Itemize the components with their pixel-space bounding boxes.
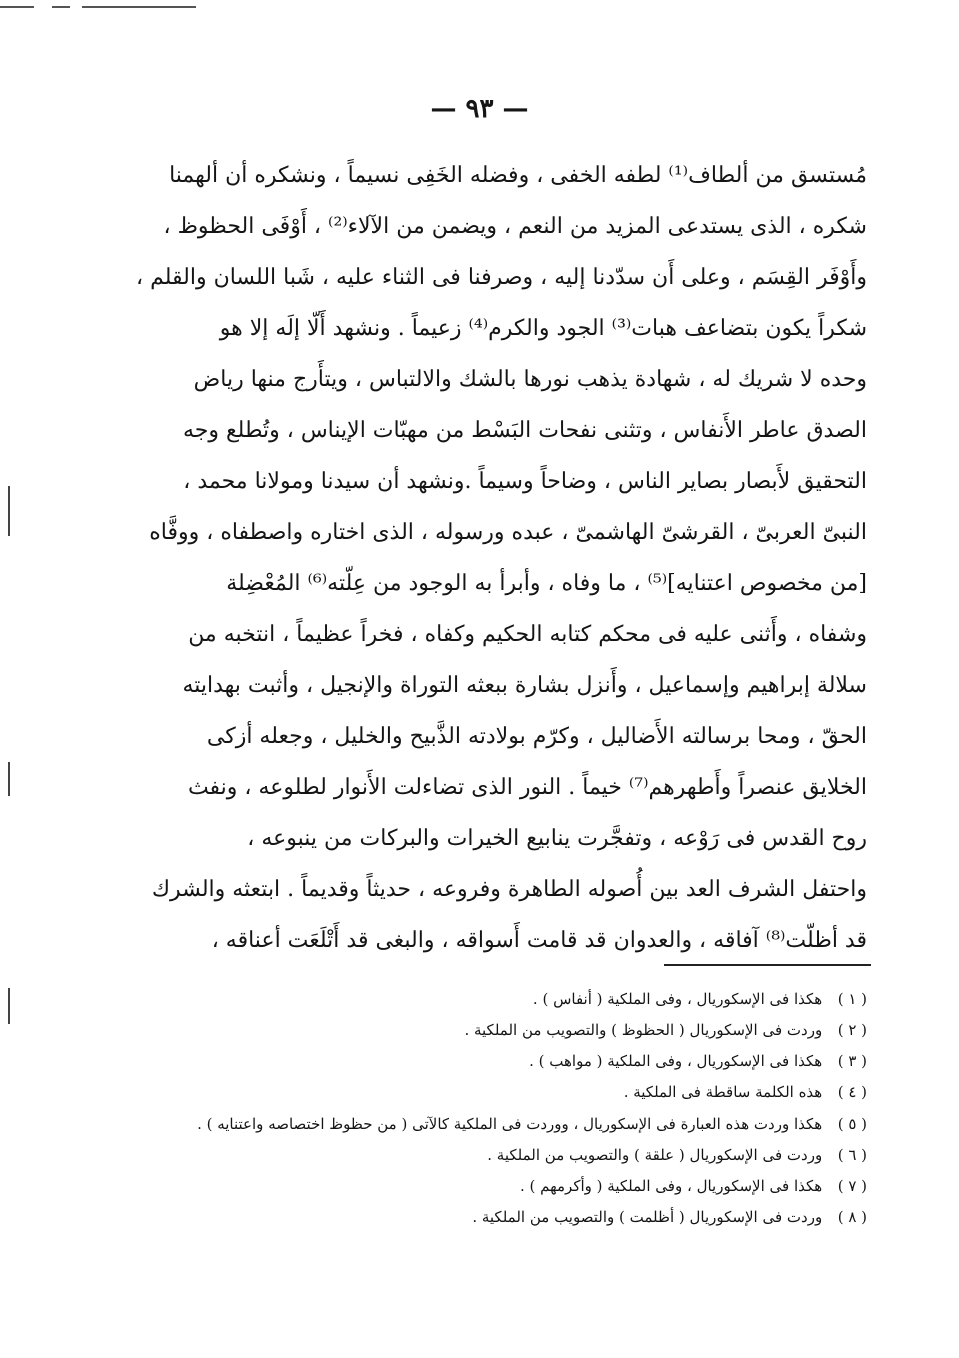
text-line: [من مخصوص اعتنايه]⁽⁵⁾ ، ما وفاه ، وأبرأ به الوجود من عِلّته⁽⁶⁾ المُعْضِلة — [226, 571, 867, 596]
text-line: وشفاه ، وأَثنى عليه فى محكم كتابه الحكيم وكفاه ، فخراً عظيماً ، انتخبه من — [188, 622, 867, 647]
scan-artifact-dash — [82, 6, 196, 8]
text-line: الحقّ ، ومحا برسالته الأَضاليل ، وكرّم بولادته الذَّبيح والخليل ، وجعله أزكى — [206, 724, 867, 749]
margin-mark — [8, 762, 10, 796]
footnote-text: هكذا فى الإسكوريال ، وفى الملكية ( مواهب ) . — [529, 1052, 823, 1070]
margin-mark — [8, 486, 10, 536]
footnote-text: وردت فى الإسكوريال ( علقة ) والتصويب من الملكية . — [487, 1146, 823, 1164]
scan-artifact-dash — [52, 6, 70, 8]
footnote-separator — [664, 964, 871, 966]
footnote-text: هكذا فى الإسكوريال ، وفى الملكية ( وأكرمهم ) . — [519, 1177, 823, 1195]
text-line: وأَوْفَر القِسَم ، وعلى أَن سدّدنا إليه ، وصرفنا فى الثناء عليه ، شَبا اللسان والقلم ، — [135, 265, 867, 290]
margin-mark — [8, 988, 10, 1024]
body-text — [130, 150, 867, 966]
text-line: شكره ، الذى يستدعى المزيد من النعم ، ويضمن من الآلاء⁽²⁾ ، أَوْفَى الحظوظ ، — [163, 214, 867, 239]
footnote-number: ( ٥ ) — [837, 1115, 867, 1133]
footnote-number: ( ٦ ) — [837, 1146, 867, 1164]
text-line: الخلايق عنصراً وأَطهرهم⁽⁷⁾ خيماً . النور الذى تضاءلت الأَنوار لطلوعه ، ونفث — [187, 775, 867, 800]
footnote-number: ( ١ ) — [837, 990, 867, 1008]
text-line: واحتفل الشرف العد بين أُصوله الطاهرة وفروعه ، حديثاً وقديماً . ابتعثه والشرك — [151, 877, 867, 902]
text-line: وحده لا شريك له ، شهادة يذهب نورها بالشك والالتباس ، ويتأَرج منها رياض — [193, 367, 867, 392]
footnote-number: ( ٧ ) — [837, 1177, 867, 1195]
text-line: سلالة إبراهيم وإسماعيل ، وأَنزل بشارة ببعثه التوراة والإنجيل ، وأثبت بهدايته — [182, 673, 867, 698]
footnote — [130, 1202, 867, 1233]
footnote-text: وردت فى الإسكوريال ( الحظوظ ) والتصويب من الملكية . — [464, 1021, 823, 1039]
footnote-number: ( ٢ ) — [837, 1021, 867, 1039]
footnote — [130, 1046, 867, 1077]
footnote-number: ( ٨ ) — [837, 1208, 867, 1226]
footnote — [130, 1077, 867, 1108]
footnote-text: هذه الكلمة ساقطة فى الملكية . — [623, 1083, 823, 1101]
text-line: روح القدس فى رَوْعه ، وتفجَّرت ينابيع الخيرات والبركات من ينبوعه ، — [247, 826, 867, 851]
footnote — [130, 984, 867, 1015]
footnote-number: ( ٤ ) — [837, 1083, 867, 1101]
footnotes — [130, 984, 867, 1233]
footnote — [130, 1171, 867, 1202]
text-line: قد أظلّت⁽⁸⁾ آفاقه ، والعدوان قد قامت أَسواقه ، والبغى قد أَتْلَعَت أعناقه ، — [211, 928, 867, 953]
footnote-text: هكذا وردت هذه العبارة فى الإسكوريال ، ووردت فى الملكية كالآتى ( من حظوظ اختصاصه واعتنايه ) . — [197, 1115, 823, 1133]
text-line: النبىّ العربىّ ، القرشىّ الهاشمىّ ، عبده ورسوله ، الذى اختاره واصطفاه ، ووفَّاه — [149, 520, 867, 545]
text-line: شكراً يكون بتضاعف هبات⁽³⁾ الجود والكرم⁽⁴⁾ زعيماً . ونشهد أَلّا إلَه إلا هو — [219, 316, 867, 341]
footnote — [130, 1108, 867, 1140]
text-line: الصدق عاطر الأَنفاس ، وتثنى نفحات البَسْط من مهبّات الإيناس ، وتُطلع وجه — [182, 418, 867, 443]
page-number: — ٩٣ — — [430, 94, 529, 124]
scan-artifact-dash — [0, 6, 34, 8]
footnote — [130, 1015, 867, 1046]
footnote-text: وردت فى الإسكوريال ( أظلمت ) والتصويب من الملكية . — [472, 1208, 823, 1226]
footnote — [130, 1140, 867, 1171]
footnote-text: هكذا فى الإسكوريال ، وفى الملكية ( أنفاس ) . — [532, 990, 823, 1008]
footnote-number: ( ٣ ) — [837, 1052, 867, 1070]
text-line: التحقيق لأَبصار بصاير الناس ، وضاحاً وسيماً .ونشهد أن سيدنا ومولانا محمد ، — [183, 469, 867, 494]
text-line: مُستسق من ألطاف⁽¹⁾ لطفه الخفى ، وفضله الخَفِى نسيماً ، ونشكره أن ألهمنا — [169, 163, 867, 188]
